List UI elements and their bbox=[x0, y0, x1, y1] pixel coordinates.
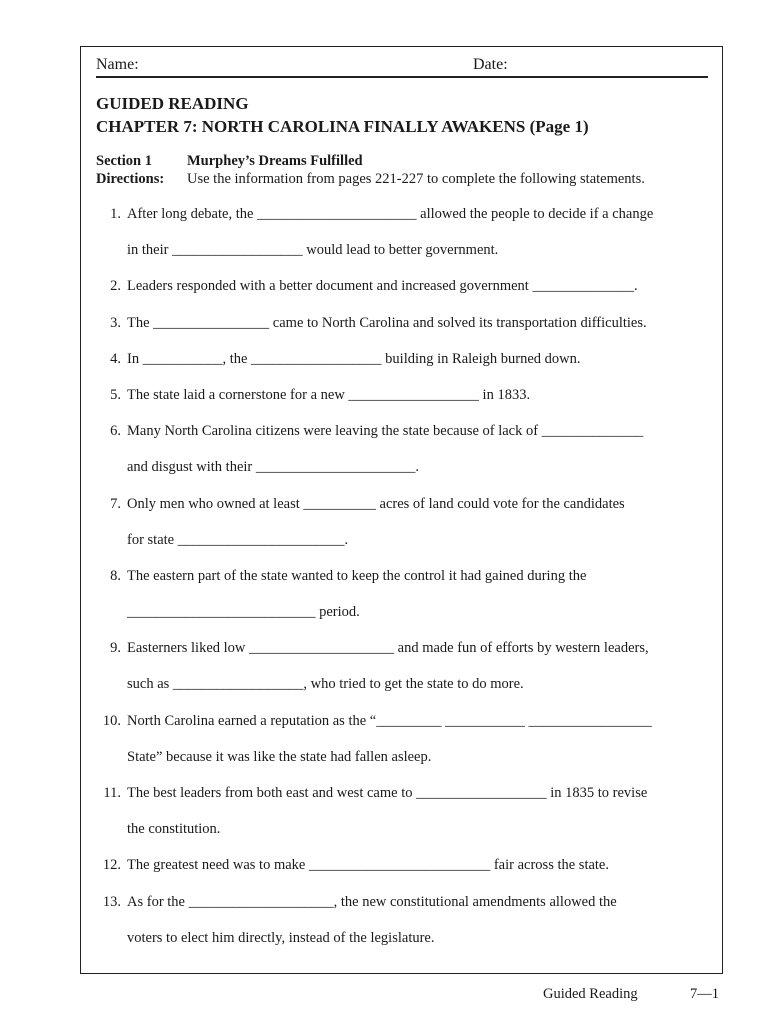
question-item bbox=[96, 387, 710, 423]
question-text: Only men who owned at least __________ acres of land could vote for the candidates bbox=[127, 495, 625, 512]
question-item bbox=[96, 351, 710, 387]
question-number: 1. bbox=[110, 206, 121, 222]
question-continuation bbox=[96, 604, 710, 640]
question-text: The best leaders from both east and west came to __________________ in 1835 to revise bbox=[127, 785, 648, 801]
question-text: Many North Carolina citizens were leaving the state because of lack of ______________ bbox=[127, 423, 644, 440]
question-text: The ________________ came to North Carolina and solved its transportation difficulties. bbox=[127, 314, 647, 331]
question-number: 8. bbox=[110, 567, 121, 584]
question-number: 4. bbox=[110, 350, 121, 367]
question-item bbox=[96, 568, 710, 604]
date-label: Date: bbox=[473, 56, 508, 73]
page-number: 7—1 bbox=[690, 986, 719, 1002]
question-text: The eastern part of the state wanted to keep the control it had gained during the bbox=[127, 567, 587, 584]
directions-text: Use the information from pages 221-227 to complete the following statements. bbox=[187, 171, 645, 187]
question-number: 10. bbox=[102, 712, 121, 729]
question-text: In ___________, the __________________ building in Raleigh burned down. bbox=[127, 350, 581, 367]
question-continuation bbox=[96, 532, 710, 568]
question-list bbox=[96, 206, 710, 966]
question-text: As for the ____________________, the new constitutional amendments allowed the bbox=[127, 893, 617, 910]
question-number: 12. bbox=[102, 857, 121, 874]
name-date-header bbox=[96, 54, 708, 78]
question-text-continued: such as __________________, who tried to get the state to do more. bbox=[127, 676, 524, 693]
footer-label: Guided Reading bbox=[543, 986, 638, 1002]
question-continuation bbox=[96, 676, 710, 712]
question-item bbox=[96, 278, 710, 314]
question-item bbox=[96, 315, 710, 351]
question-item bbox=[96, 423, 710, 459]
question-continuation bbox=[96, 821, 710, 857]
question-text: Easterners liked low ____________________ and made fun of efforts by western leaders, bbox=[127, 640, 649, 657]
question-text-continued: in their __________________ would lead to better government. bbox=[127, 242, 499, 259]
directions-label: Directions: bbox=[96, 171, 165, 187]
question-number: 2. bbox=[110, 278, 121, 295]
question-number: 11. bbox=[103, 785, 121, 801]
question-continuation bbox=[96, 749, 710, 785]
question-number: 5. bbox=[110, 386, 121, 403]
question-text-continued: the constitution. bbox=[127, 821, 221, 838]
question-item bbox=[96, 640, 710, 676]
question-text-continued: and disgust with their ______________________. bbox=[127, 459, 420, 476]
section-title: Murphey’s Dreams Fulfilled bbox=[187, 153, 363, 169]
question-text: Leaders responded with a better document and increased government ______________. bbox=[127, 278, 638, 295]
title-line-1: GUIDED READING bbox=[96, 94, 249, 113]
title-line-2: CHAPTER 7: NORTH CAROLINA FINALLY AWAKENS (Page 1) bbox=[96, 117, 589, 136]
question-item bbox=[96, 713, 710, 749]
question-item bbox=[96, 785, 710, 821]
question-number: 13. bbox=[102, 893, 121, 910]
question-item bbox=[96, 857, 710, 893]
question-text: The state laid a cornerstone for a new __________________ in 1833. bbox=[127, 386, 531, 403]
question-text: The greatest need was to make _________________________ fair across the state. bbox=[127, 857, 609, 874]
section-label: Section 1 bbox=[96, 153, 152, 169]
question-text-continued: State” because it was like the state had fallen asleep. bbox=[127, 748, 432, 765]
question-text-continued: voters to elect him directly, instead of the legislature. bbox=[127, 929, 435, 946]
worksheet-title bbox=[96, 92, 589, 138]
question-number: 6. bbox=[110, 423, 121, 440]
question-text-continued: __________________________ period. bbox=[127, 604, 360, 621]
question-item bbox=[96, 894, 710, 930]
question-item bbox=[96, 496, 710, 532]
question-text: After long debate, the ______________________ allowed the people to decide if a change bbox=[127, 206, 654, 222]
question-text: North Carolina earned a reputation as the “_________ ___________ _________________ bbox=[127, 712, 652, 729]
question-item bbox=[96, 206, 710, 242]
question-number: 7. bbox=[110, 495, 121, 512]
question-number: 3. bbox=[110, 314, 121, 331]
name-label: Name: bbox=[96, 56, 139, 73]
question-continuation bbox=[96, 930, 710, 966]
section-info bbox=[96, 152, 716, 188]
question-number: 9. bbox=[110, 640, 121, 657]
question-continuation bbox=[96, 242, 710, 278]
question-text-continued: for state _______________________. bbox=[127, 531, 349, 548]
question-continuation bbox=[96, 459, 710, 495]
